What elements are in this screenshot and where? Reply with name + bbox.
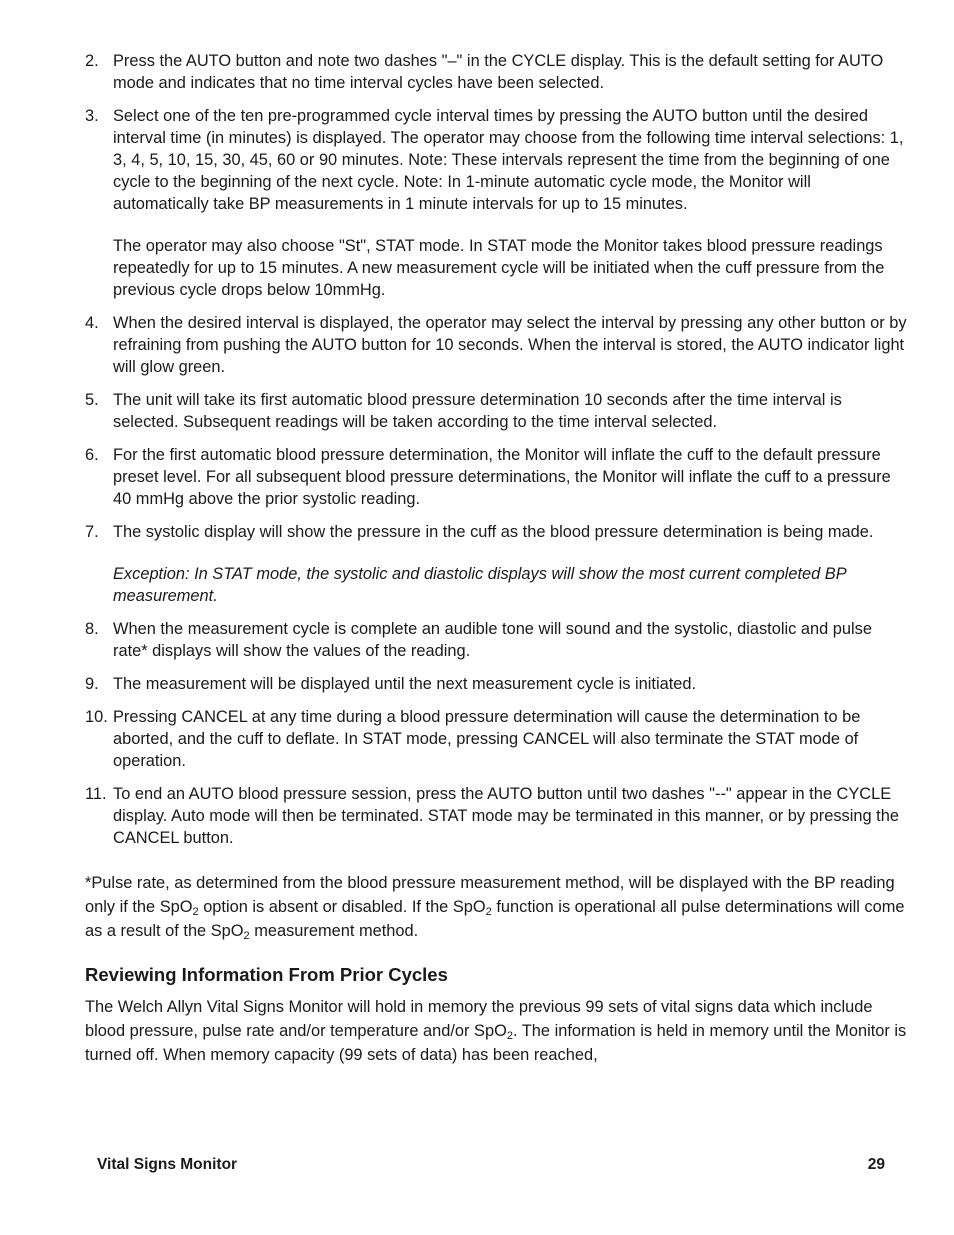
step-text: When the measurement cycle is complete an audible tone will sound and the systolic, diastolic and pulse rate* displays will show the values of the reading. [113, 620, 872, 660]
list-item [85, 618, 910, 662]
step-text: Press the AUTO button and note two dashes "–" in the CYCLE display. This is the default setting for AUTO mode and indicates that no time interval cycles have been selected. [113, 52, 884, 92]
list-item [85, 312, 910, 378]
step-number: 6. [85, 446, 99, 464]
step-number: 3. [85, 107, 99, 125]
list-item [85, 444, 910, 510]
step-number: 8. [85, 620, 99, 638]
list-item [85, 783, 910, 849]
procedure-steps [85, 50, 910, 849]
section-body: The Welch Allyn Vital Signs Monitor will hold in memory the previous 99 sets of vital signs data which include blood pressure, pulse rate and/or temperature and/or SpO$_2$. The information is held in memory until the Monitor is turned off. When memory capacity (99 sets of data) has been reached, [85, 998, 907, 1064]
step-number: 5. [85, 391, 99, 409]
step-text: The measurement will be displayed until the next measurement cycle is initiated. [113, 675, 697, 693]
step-text: To end an AUTO blood pressure session, press the AUTO button until two dashes "--" appear in the CYCLE display. Auto mode will then be terminated. STAT mode may be terminated in this manner, or by pressing the CANCEL button. [113, 785, 899, 847]
step-number: 9. [85, 675, 99, 693]
step-text: For the first automatic blood pressure determination, the Monitor will inflate the cuff to the default pressure preset level. For all subsequent blood pressure determinations, the Monitor will inflate the cuff to a pressure 40 mmHg above the prior systolic reading. [113, 446, 891, 508]
step-number: 7. [85, 523, 99, 541]
list-item [85, 521, 910, 607]
list-item [85, 105, 910, 301]
step-number: 4. [85, 314, 99, 332]
step-text: The operator may also choose "St", STAT mode. In STAT mode the Monitor takes blood pressure readings repeatedly for up to 15 minutes. A new measurement cycle will be initiated when the cuff pressure from the previous cycle drops below 10mmHg. [113, 237, 885, 299]
step-text: Exception: In STAT mode, the systolic and diastolic displays will show the most current completed BP measurement. [113, 565, 847, 605]
footer-title: Vital Signs Monitor [97, 1156, 238, 1173]
step-text: The unit will take its first automatic blood pressure determination 10 seconds after the time interval is selected. Subsequent readings will be taken according to the time interval selected. [113, 391, 842, 431]
step-number: 11. [85, 785, 107, 803]
step-text: The systolic display will show the pressure in the cuff as the blood pressure determination is being made. [113, 523, 874, 541]
document-page [85, 50, 910, 1067]
step-text: Pressing CANCEL at any time during a blood pressure determination will cause the determination to be aborted, and the cuff to deflate. In STAT mode, pressing CANCEL will also terminate the STAT mode of operation. [113, 708, 861, 770]
step-text: Select one of the ten pre-programmed cycle interval times by pressing the AUTO button until the desired interval time (in minutes) is displayed. The operator may choose from the following time interval selections: 1, 3, 4, 5, 10, 15, 30, 45, 60 or 90 minutes. Note: These intervals represent the time from the beginning of one cycle to the beginning of the next cycle. Note: In 1-minute automatic cycle mode, the Monitor will automatically take BP measurements in 1 minute intervals for up to 15 minutes. [113, 107, 904, 213]
step-number: 2. [85, 52, 99, 70]
page-number: 29 [867, 1156, 885, 1173]
section-heading: Reviewing Information From Prior Cycles [85, 964, 448, 985]
list-item [85, 389, 910, 433]
step-text: When the desired interval is displayed, the operator may select the interval by pressing any other button or by refraining from pushing the AUTO button for 10 seconds. When the interval is stored, the AUTO indicator light will glow green. [113, 314, 907, 376]
pulse-rate-footnote: *Pulse rate, as determined from the blood pressure measurement method, will be displayed with the BP reading only if the SpO$_2$ option is absent or disabled. If the SpO$_2$ function is operational all pulse determinations will come as a result of the SpO$_2$ measurement method. [85, 874, 905, 942]
list-item [85, 50, 910, 94]
list-item [85, 706, 910, 772]
list-item [85, 673, 910, 695]
step-number: 10. [85, 708, 108, 726]
page-footer [97, 1156, 885, 1174]
